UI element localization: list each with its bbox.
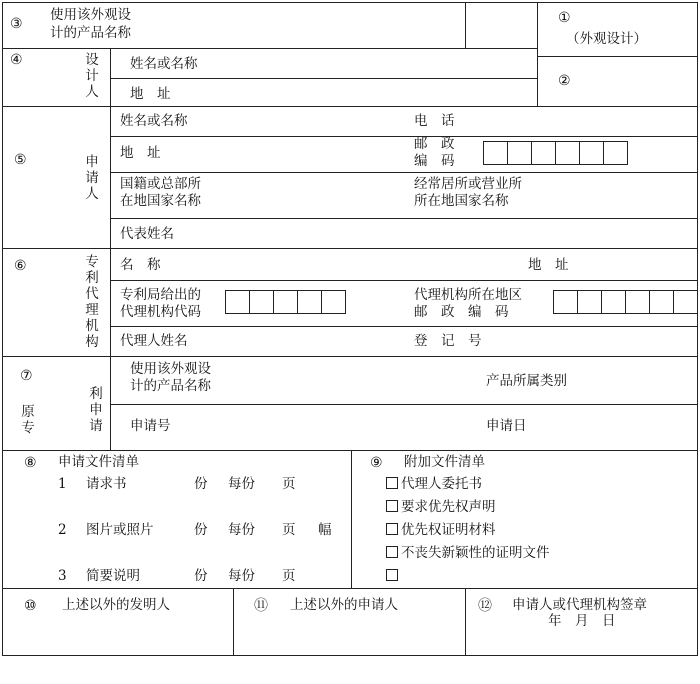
section-2-field[interactable]: [576, 60, 694, 104]
other-applicants-field[interactable]: [238, 618, 462, 652]
agent-name-label: 代理人姓名: [120, 333, 188, 349]
document-list-title: 申请文件清单: [58, 454, 139, 470]
signature-date-label: 年 月 日: [548, 613, 616, 629]
doc-row-1-unit: 页: [282, 476, 296, 492]
section-12-number: ⑫: [478, 598, 492, 614]
agency-name-label: 名 称: [120, 257, 161, 273]
section-10-number: ⑩: [24, 598, 37, 614]
region-postcode-boxes[interactable]: [554, 290, 698, 314]
attachment-item-label: 要求优先权声明: [401, 499, 496, 515]
original-application-side-label-a: 原专: [21, 404, 35, 436]
attachment-item[interactable]: [386, 476, 482, 493]
designer-name-field[interactable]: [220, 50, 532, 76]
attachment-item[interactable]: [386, 545, 550, 562]
agency-side-label: 专利代理机构: [85, 254, 99, 350]
applicant-side-label: 申请人: [85, 154, 99, 202]
applicant-postcode-boxes[interactable]: [484, 141, 628, 165]
attachment-item[interactable]: [386, 522, 496, 539]
designer-address-field[interactable]: [200, 80, 532, 104]
doc-row-2-extra: 幅: [318, 522, 332, 538]
doc-row-3-item: 简要说明: [86, 568, 140, 584]
agency-code-boxes[interactable]: [226, 290, 346, 314]
applicant-phone-label: 电 话: [414, 113, 455, 129]
section-6-number: ⑥: [14, 258, 27, 274]
agency-address-label: 地 址: [528, 257, 569, 273]
application-date-label: 申请日: [486, 418, 527, 434]
section-11-number: ⑪: [254, 598, 268, 614]
doc-row-3-copies: 份: [194, 568, 208, 584]
attachment-item[interactable]: [386, 568, 401, 585]
designer-name-label: 姓名或名称: [130, 56, 198, 72]
section-2-number: ②: [558, 73, 571, 89]
agency-code-label: 专利局给出的 代理机构代码: [120, 287, 201, 320]
product-name-label: 使用该外观设: [50, 7, 131, 23]
design-type-label: （外观设计）: [566, 31, 647, 47]
signature-label: 申请人或代理机构签章: [512, 597, 647, 613]
other-inventors-label: 上述以外的发明人: [62, 597, 170, 613]
doc-row-2-no: 2: [58, 522, 67, 538]
section-7-number: ⑦: [20, 368, 33, 384]
attachment-item-label: 代理人委托书: [401, 476, 482, 492]
registration-number-label: 登 记 号: [414, 333, 482, 349]
application-number-label: 申请号: [130, 418, 171, 434]
postcode-label: 邮 政 编 码: [414, 136, 455, 169]
designer-side-label: 设计人: [85, 52, 99, 100]
doc-row-2-copies: 份: [194, 522, 208, 538]
designer-address-label: 地 址: [130, 86, 171, 102]
original-application-side-label-b: 利申请: [89, 386, 103, 434]
product-category-label: 产品所属类别: [486, 373, 567, 389]
product-name-label-line2: 计的产品名称: [50, 25, 131, 41]
checkbox[interactable]: [386, 500, 398, 512]
section-3-number: ③: [10, 16, 23, 32]
doc-row-1-copies: 份: [194, 476, 208, 492]
original-product-name-label: 使用该外观设 计的产品名称: [130, 361, 211, 394]
region-postcode-label: 代理机构所在地区 邮 政 编 码: [414, 287, 522, 320]
doc-row-1-per: 每份: [228, 476, 255, 492]
section-4-number: ④: [10, 52, 23, 68]
applicant-name-label: 姓名或名称: [120, 113, 188, 129]
attachment-list-title: 附加文件清单: [404, 454, 485, 470]
section-5-number: ⑤: [14, 152, 27, 168]
checkbox[interactable]: [386, 477, 398, 489]
section-9-number: ⑨: [370, 455, 383, 471]
doc-row-3-no: 3: [58, 568, 67, 584]
doc-row-3-per: 每份: [228, 568, 255, 584]
attachment-item[interactable]: [386, 499, 496, 516]
doc-row-2-item: 图片或照片: [86, 522, 154, 538]
doc-row-3-unit: 页: [282, 568, 296, 584]
representative-field[interactable]: [200, 222, 694, 246]
section-1-number: ①: [558, 10, 571, 26]
product-name-field[interactable]: [170, 4, 462, 46]
representative-label: 代表姓名: [120, 226, 174, 242]
checkbox[interactable]: [386, 569, 398, 581]
other-applicants-label: 上述以外的申请人: [290, 597, 398, 613]
section-8-number: ⑧: [24, 455, 37, 471]
doc-row-1-no: 1: [58, 476, 67, 492]
checkbox[interactable]: [386, 546, 398, 558]
applicant-address-label: 地 址: [120, 145, 161, 161]
checkbox[interactable]: [386, 523, 398, 535]
doc-row-2-unit: 页: [282, 522, 296, 538]
doc-row-2-per: 每份: [228, 522, 255, 538]
doc-row-1-item: 请求书: [86, 476, 127, 492]
attachment-item-label: 不丧失新颖性的证明文件: [401, 545, 550, 561]
residence-label: 经常居所或营业所 所在地国家名称: [414, 176, 522, 209]
nationality-label: 国籍或总部所 在地国家名称: [120, 176, 201, 209]
other-inventors-field[interactable]: [6, 618, 230, 652]
attachment-item-label: 优先权证明材料: [401, 522, 496, 538]
